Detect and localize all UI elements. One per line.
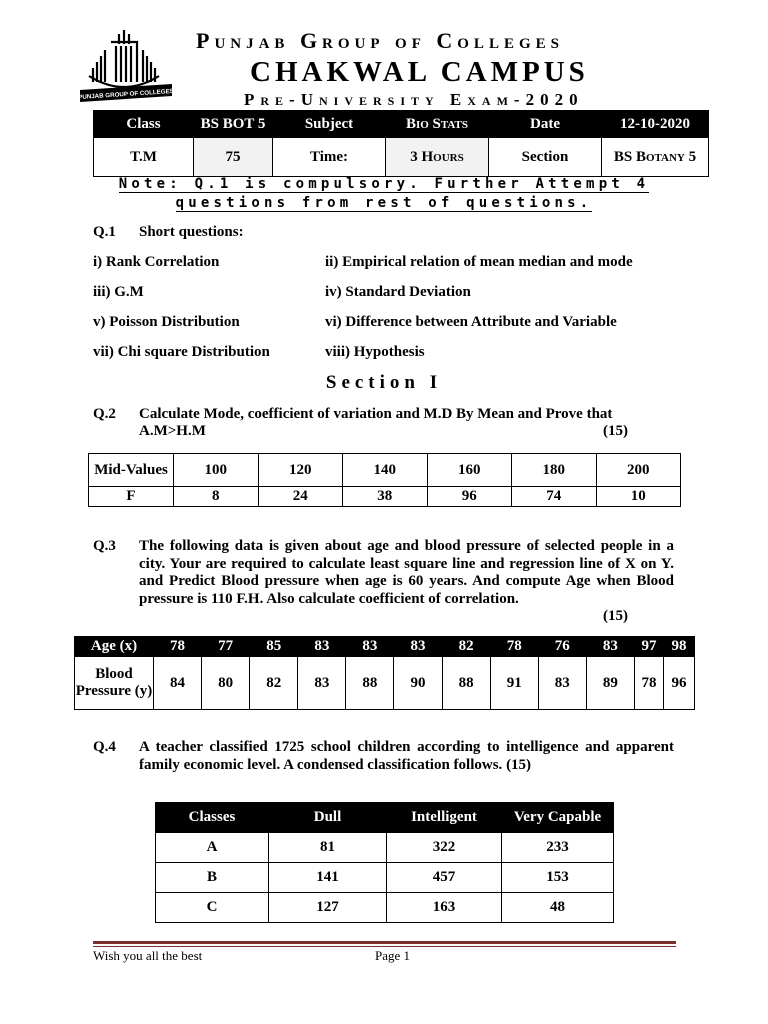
q1-item: ii) Empirical relation of mean median and mode — [325, 254, 633, 270]
table-cell: 77 — [202, 637, 250, 657]
college-logo — [78, 24, 174, 110]
info-cell: BS BOT 5 — [194, 111, 273, 138]
table-cell: 38 — [343, 487, 428, 507]
table-cell: 82 — [442, 637, 490, 657]
info-cell: BS Botany 5 — [602, 138, 709, 177]
q1-item: iii) G.M — [93, 284, 144, 300]
table-cell: 200 — [596, 454, 681, 487]
q1-item: viii) Hypothesis — [325, 344, 425, 360]
exam-note — [100, 175, 668, 213]
table-cell: 8 — [174, 487, 259, 507]
info-cell: 3 Hours — [386, 138, 489, 177]
table-cell: 91 — [490, 657, 538, 710]
table-cell: 10 — [596, 487, 681, 507]
table-row — [75, 637, 695, 657]
footer-rule — [93, 941, 676, 944]
page-number: Page 1 — [375, 948, 411, 963]
table-cell: 88 — [346, 657, 394, 710]
table-cell: 78 — [154, 637, 202, 657]
q2-text-line-1: Calculate Mode, coefficient of variation and M.D By Mean and Prove that — [139, 406, 613, 422]
table-cell: 83 — [586, 637, 634, 657]
note-line-1: Note: Q.1 is compulsory. Further Attempt 4 — [118, 176, 650, 192]
q1-item: iv) Standard Deviation — [325, 284, 471, 300]
table-cell: 457 — [387, 863, 502, 893]
table-header-cell: Intelligent — [387, 803, 502, 833]
section-heading: Section I — [325, 372, 443, 393]
table-row — [156, 863, 614, 893]
q2-frequency-table — [88, 453, 681, 507]
q1-item: v) Poisson Distribution — [93, 314, 240, 330]
table-row — [156, 833, 614, 863]
table-cell: F — [89, 487, 174, 507]
table-cell: 180 — [512, 454, 597, 487]
q3-data-table — [74, 636, 695, 710]
q1-item: i) Rank Correlation — [93, 254, 220, 270]
info-cell: 12-10-2020 — [602, 111, 709, 138]
table-cell: 83 — [298, 657, 346, 710]
q4-text-body: A teacher classified 1725 school children according to intelligence and apparent family economic level. A condensed classification follows. — [139, 739, 674, 773]
exam-title: Pre-University Exam-2020 — [244, 90, 584, 109]
note-line-2: questions from rest of questions. — [175, 195, 593, 211]
table-cell: 97 — [635, 637, 664, 657]
table-header-cell: Classes — [156, 803, 269, 833]
table-cell: 322 — [387, 833, 502, 863]
q2-marks: (15) — [603, 423, 628, 439]
table-cell: 127 — [269, 893, 387, 923]
table-cell: 78 — [490, 637, 538, 657]
q3-text: The following data is given about age and blood pressure of selected people in a city. Your are required to calculate least square line and regression line of X on Y. and Predict Blood pressure when age is 60 years. And compute Age when Blood pressure is 110 F.H. Also calculate coefficient of correlation. — [139, 538, 674, 607]
info-cell: T.M — [94, 138, 194, 177]
table-cell: 163 — [387, 893, 502, 923]
q2-number: Q.2 — [93, 406, 116, 422]
info-cell: Class — [94, 111, 194, 138]
table-cell: 120 — [258, 454, 343, 487]
table-cell: 81 — [269, 833, 387, 863]
info-cell: Date — [489, 111, 602, 138]
table-cell: B — [156, 863, 269, 893]
table-cell: C — [156, 893, 269, 923]
institution-name: Punjab Group of Colleges — [196, 28, 564, 53]
table-cell: 48 — [502, 893, 614, 923]
table-cell: 140 — [343, 454, 428, 487]
info-cell: Time: — [273, 138, 386, 177]
footer-rule-thin — [93, 946, 676, 947]
table-cell: 85 — [250, 637, 298, 657]
table-cell: 76 — [538, 637, 586, 657]
q4-classification-table — [155, 802, 614, 923]
table-row — [156, 893, 614, 923]
q1-number: Q.1 — [93, 224, 116, 240]
table-cell: 96 — [427, 487, 512, 507]
q1-title: Short questions: — [139, 224, 244, 240]
q3-number: Q.3 — [93, 538, 116, 554]
footer-wish: Wish you all the best — [93, 948, 203, 963]
table-cell: Mid-Values — [89, 454, 174, 487]
table-cell: 98 — [664, 637, 695, 657]
q1-item: vi) Difference between Attribute and Variable — [325, 314, 617, 330]
logo-text: PUNJAB GROUP OF COLLEGES — [78, 87, 174, 102]
q2-text-line-2: A.M>H.M — [139, 423, 206, 439]
table-cell: 153 — [502, 863, 614, 893]
table-cell: 82 — [250, 657, 298, 710]
info-cell: Bio Stats — [386, 111, 489, 138]
table-cell: 74 — [512, 487, 597, 507]
table-cell: 83 — [394, 637, 442, 657]
table-row — [89, 454, 681, 487]
table-cell: 83 — [298, 637, 346, 657]
table-header-cell: Dull — [269, 803, 387, 833]
table-cell: 88 — [442, 657, 490, 710]
table-header-cell: Very Capable — [502, 803, 614, 833]
table-cell: 96 — [664, 657, 695, 710]
table-row — [89, 487, 681, 507]
info-row-values — [94, 138, 709, 177]
table-cell: 90 — [394, 657, 442, 710]
q4-number: Q.4 — [93, 739, 116, 755]
q3-marks: (15) — [603, 608, 628, 624]
table-cell: 160 — [427, 454, 512, 487]
table-cell: 141 — [269, 863, 387, 893]
exam-info-table — [93, 110, 709, 177]
table-cell: 84 — [154, 657, 202, 710]
table-cell: Age (x) — [75, 637, 154, 657]
q4-text — [139, 739, 674, 774]
table-cell: A — [156, 833, 269, 863]
info-cell: 75 — [194, 138, 273, 177]
table-cell: Blood Pressure (y) — [75, 657, 154, 710]
table-cell: 233 — [502, 833, 614, 863]
table-cell: 24 — [258, 487, 343, 507]
campus-name: CHAKWAL CAMPUS — [250, 56, 589, 88]
table-cell: 83 — [538, 657, 586, 710]
table-cell: 100 — [174, 454, 259, 487]
table-header-row — [156, 803, 614, 833]
info-cell: Section — [489, 138, 602, 177]
info-cell: Subject — [273, 111, 386, 138]
q1-item: vii) Chi square Distribution — [93, 344, 270, 360]
table-cell: 89 — [586, 657, 634, 710]
q4-marks: (15) — [506, 756, 532, 773]
table-cell: 80 — [202, 657, 250, 710]
table-cell: 83 — [346, 637, 394, 657]
table-row — [75, 657, 695, 710]
info-row-header — [94, 111, 709, 138]
table-cell: 78 — [635, 657, 664, 710]
